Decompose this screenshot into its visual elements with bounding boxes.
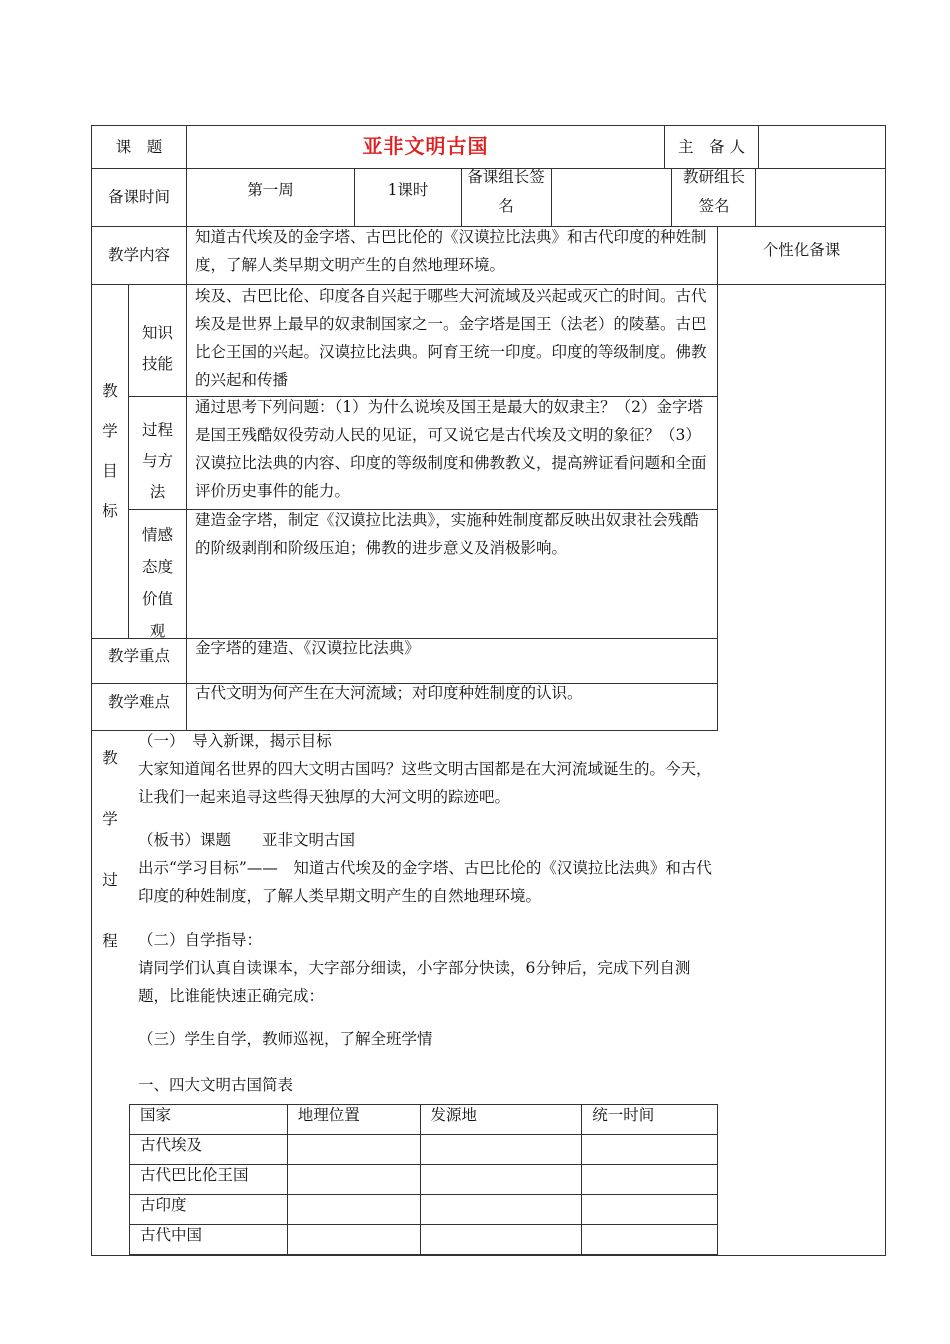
process-section-2-heading: （二）自学指导： — [138, 931, 263, 949]
rule — [717, 226, 718, 731]
key-points-text: 金字塔的建造、《汉谟拉比法典》 — [195, 639, 420, 657]
rule — [671, 168, 672, 227]
table-header: 发源地 — [420, 1105, 582, 1135]
objectives-label — [92, 371, 128, 531]
table-title: 一、四大文明古国简表 — [138, 1076, 294, 1094]
process-section-1-heading: （一） 导入新课，揭示目标 — [138, 732, 332, 750]
content-label: 教学内容 — [107, 246, 170, 264]
week-value: 第一周 — [247, 181, 294, 199]
table-cell — [420, 1165, 582, 1195]
process-section-1-text: 大家知道闻名世界的四大文明古国吗？这些文明古国都是在大河流域诞生的。今天，让我们一起来追寻这些得天独厚的大河文明的踪迹吧。 — [138, 760, 712, 806]
process-label — [92, 728, 128, 972]
knowledge-label: 知识 技能 — [141, 324, 173, 373]
emotion-text: 建造金字塔，制定《汉谟拉比法典》，实施种姓制度都反映出奴隶社会残酷的阶级剥削和阶级压迫；佛教的进步意义及消极影响。 — [195, 511, 699, 557]
personal-label: 个性化备课 — [762, 241, 841, 259]
emotion-label: 情感 态度 价值 观 — [141, 526, 173, 640]
rule — [461, 168, 462, 227]
table-cell — [420, 1135, 582, 1165]
table-cell — [287, 1165, 420, 1195]
table-row — [130, 1225, 718, 1255]
objectives-label-char: 教 — [102, 382, 118, 400]
process-label-char: 过 — [102, 871, 118, 889]
content-text: 知道古代埃及的金字塔、古巴比伦的《汉谟拉比法典》和古代印度的种姓制度，了解人类早期文明产生的自然地理环境。 — [195, 228, 707, 274]
table-row — [130, 1165, 718, 1195]
key-points-label: 教学重点 — [107, 647, 170, 665]
table-header: 地理位置 — [287, 1105, 420, 1135]
process-label-char: 程 — [102, 932, 118, 950]
table-cell: 古代中国 — [130, 1225, 288, 1255]
rule — [91, 125, 886, 126]
difficulties-label: 教学难点 — [107, 693, 170, 711]
rule — [91, 1255, 886, 1256]
table-row — [130, 1135, 718, 1165]
rule — [551, 168, 552, 227]
process-method-text: 通过思考下列问题：（1）为什么说埃及国王是最大的奴隶主？（2）金字塔是国王残酷奴役劳动人民的见证，可又说它是古代埃及文明的象征？（3）汉谟拉比法典的内容、印度的等级制度和佛教教义，提高辨证看问题和全面评价历史事件的能力。 — [195, 398, 707, 500]
table-cell — [420, 1225, 582, 1255]
table-cell — [582, 1165, 718, 1195]
rule — [885, 125, 886, 1256]
rule — [758, 125, 759, 169]
table-cell — [287, 1225, 420, 1255]
civilizations-table — [129, 1104, 718, 1255]
objectives-label-char: 标 — [102, 502, 118, 520]
table-cell — [582, 1195, 718, 1225]
table-header: 统一时间 — [582, 1105, 718, 1135]
objectives-label-char: 学 — [102, 422, 118, 440]
table-cell: 古代巴比伦王国 — [130, 1165, 288, 1195]
process-section-3-heading: （三）学生自学，教师巡视，了解全班学情 — [138, 1030, 433, 1048]
process-method-label: 过程 与方 法 — [141, 421, 173, 501]
difficulties-text: 古代文明为何产生在大河流域；对印度种姓制度的认识。 — [195, 684, 583, 702]
table-cell: 古代埃及 — [130, 1135, 288, 1165]
time-label: 备课时间 — [107, 188, 170, 206]
goal-text: 出示“学习目标”—— 知道古代埃及的金字塔、古巴比伦的《汉谟拉比法典》和古代印度的种姓制度，了解人类早期文明产生的自然地理环境。 — [138, 859, 712, 905]
table-cell — [287, 1135, 420, 1165]
rule — [186, 284, 187, 731]
table-cell — [420, 1195, 582, 1225]
objectives-label-char: 目 — [102, 462, 118, 480]
board-title: （板书）课题 亚非文明古国 — [138, 831, 356, 849]
process-label-char: 教 — [102, 749, 118, 767]
group-leader-label: 备课组长签名 — [467, 168, 545, 215]
table-cell — [287, 1195, 420, 1225]
process-label-char: 学 — [102, 810, 118, 828]
table-header: 国家 — [130, 1105, 288, 1135]
rule — [755, 168, 756, 227]
table-header-row — [130, 1105, 718, 1135]
topic-label: 课 题 — [115, 138, 163, 156]
research-leader-label: 教研组长签名 — [682, 168, 745, 215]
hours-value: 1课时 — [387, 181, 429, 199]
table-row — [130, 1195, 718, 1225]
table-cell — [582, 1135, 718, 1165]
knowledge-text: 埃及、古巴比伦、印度各自兴起于哪些大河流域及兴起或灭亡的时间。古代埃及是世界上最早的奴隶制国家之一。金字塔是国王（法老）的陵墓。古巴比仑王国的兴起。汉谟拉比法典。阿育王统一印度。印度的等级制度。佛教的兴起和传播 — [195, 287, 707, 389]
page-title: 亚非文明古国 — [362, 134, 489, 158]
preparer-label: 主 备 人 — [678, 138, 745, 156]
process-section-2-text: 请同学们认真自读课本，大字部分细读，小字部分快读，6分钟后，完成下列自测题，比谁能快速正确完成： — [138, 959, 691, 1005]
table-cell: 古印度 — [130, 1195, 288, 1225]
table-cell — [582, 1225, 718, 1255]
